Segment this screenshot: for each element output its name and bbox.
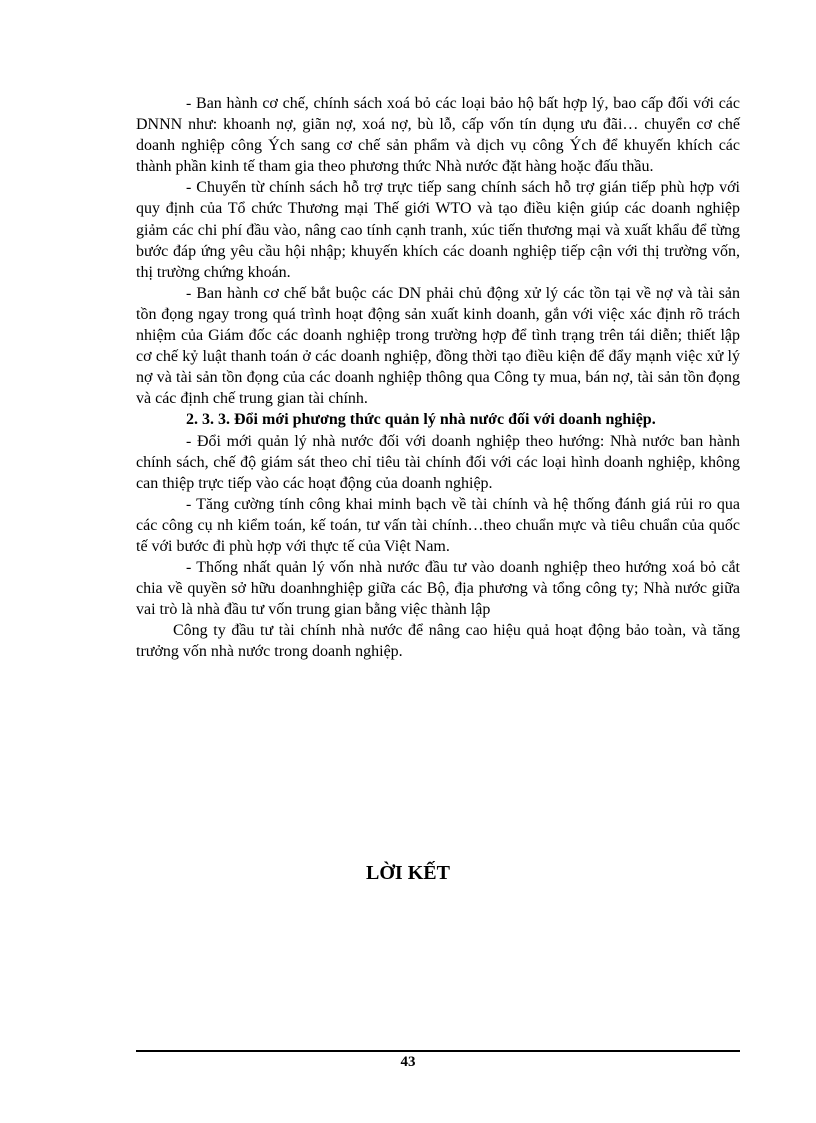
- paragraph-capital-management: - Thống nhất quản lý vốn nhà nước đầu tư vào doanh nghiệp theo hướng xoá bỏ cắt chia về quyền sở hữu doanhnghiệp giữa các Bộ, địa phương và tổng công ty; Nhà nước giữa vai trò là nhà đầu tư vốn trung gian bằng việc thành lập: [136, 559, 740, 619]
- section-heading: 2. 3. 3. Đổi mới phương thức quản lý nhà nước đối với doanh nghiệp.: [186, 411, 656, 429]
- paragraph-transparency: - Tăng cường tính công khai minh bạch về tài chính và hệ thống đánh giá rủi ro qua các công cụ nh kiểm toán, kế toán, tư vấn tài chính…theo chuẩn mực và tiêu chuẩn của quốc tế với bước đi phù hợp với thực tế của Việt Nam.: [136, 495, 740, 555]
- footer-divider: [136, 1050, 740, 1052]
- paragraph-indirect-support: - Chuyển từ chính sách hỗ trợ trực tiếp sang chính sách hỗ trợ gián tiếp phù hợp với quy định của Tổ chức Thương mại Thế giới WTO và tạo điều kiện giúp các doanh nghiệp giảm các chi phí đầu vào, nâng cao tính cạnh tranh, xúc tiến thương mại và xuất khẩu để từng bước đáp ứng yêu cầu hội nhập; khuyến khích các doanh nghiệp tiếp cận với thị trường vốn, thị trường chứng khoán.: [136, 179, 740, 281]
- paragraph-debt-handling: - Ban hành cơ chế bắt buộc các DN phải chủ động xử lý các tồn tại về nợ và tài sản tồn đọng ngay trong quá trình hoạt động sản xuất kinh doanh, gắn với việc xác định rõ trách nhiệm của Giám đốc các doanh nghiệp trong trường hợp để tình trạng trên tái diễn; thiết lập cơ chế kỷ luật thanh toán ở các doanh nghiệp, đồng thời tạo điều kiện để đẩy mạnh việc xử lý nợ và tài sản tồn đọng của các doanh nghiệp thông qua Công ty mua, bán nợ, tài sản tồn đọng và các định chế trung gian tài chính.: [136, 284, 740, 408]
- page-number: 43: [400, 1054, 416, 1070]
- body-text: [136, 93, 740, 663]
- conclusion-title: LỜI KẾT: [366, 862, 450, 884]
- paragraph-abolish-protection: - Ban hành cơ chế, chính sách xoá bỏ các loại bảo hộ bất hợp lý, bao cấp đối với các DNNN như: khoanh nợ, giãn nợ, xoá nợ, bù lỗ, cấp vốn tín dụng ưu đãi… chuyển cơ chế doanh nghiệp công Ých sang cơ chế sản phẩm và dịch vụ công Ých để khuyến khích các thành phần kinh tế tham gia theo phương thức Nhà nước đặt hàng hoặc đấu thầu.: [136, 95, 740, 176]
- paragraph-management-reform: - Đổi mới quản lý nhà nước đối với doanh nghiệp theo hướng: Nhà nước ban hành chính sách, chế độ giám sát theo chỉ tiêu tài chính đối với các loại hình doanh nghiệp, không can thiệp trực tiếp vào các hoạt động của doanh nghiệp.: [136, 432, 740, 492]
- paragraph-investment-company: Công ty đầu tư tài chính nhà nước để nâng cao hiệu quả hoạt động bảo toàn, và tăng trưởng vốn nhà nước trong doanh nghiệp.: [136, 622, 740, 661]
